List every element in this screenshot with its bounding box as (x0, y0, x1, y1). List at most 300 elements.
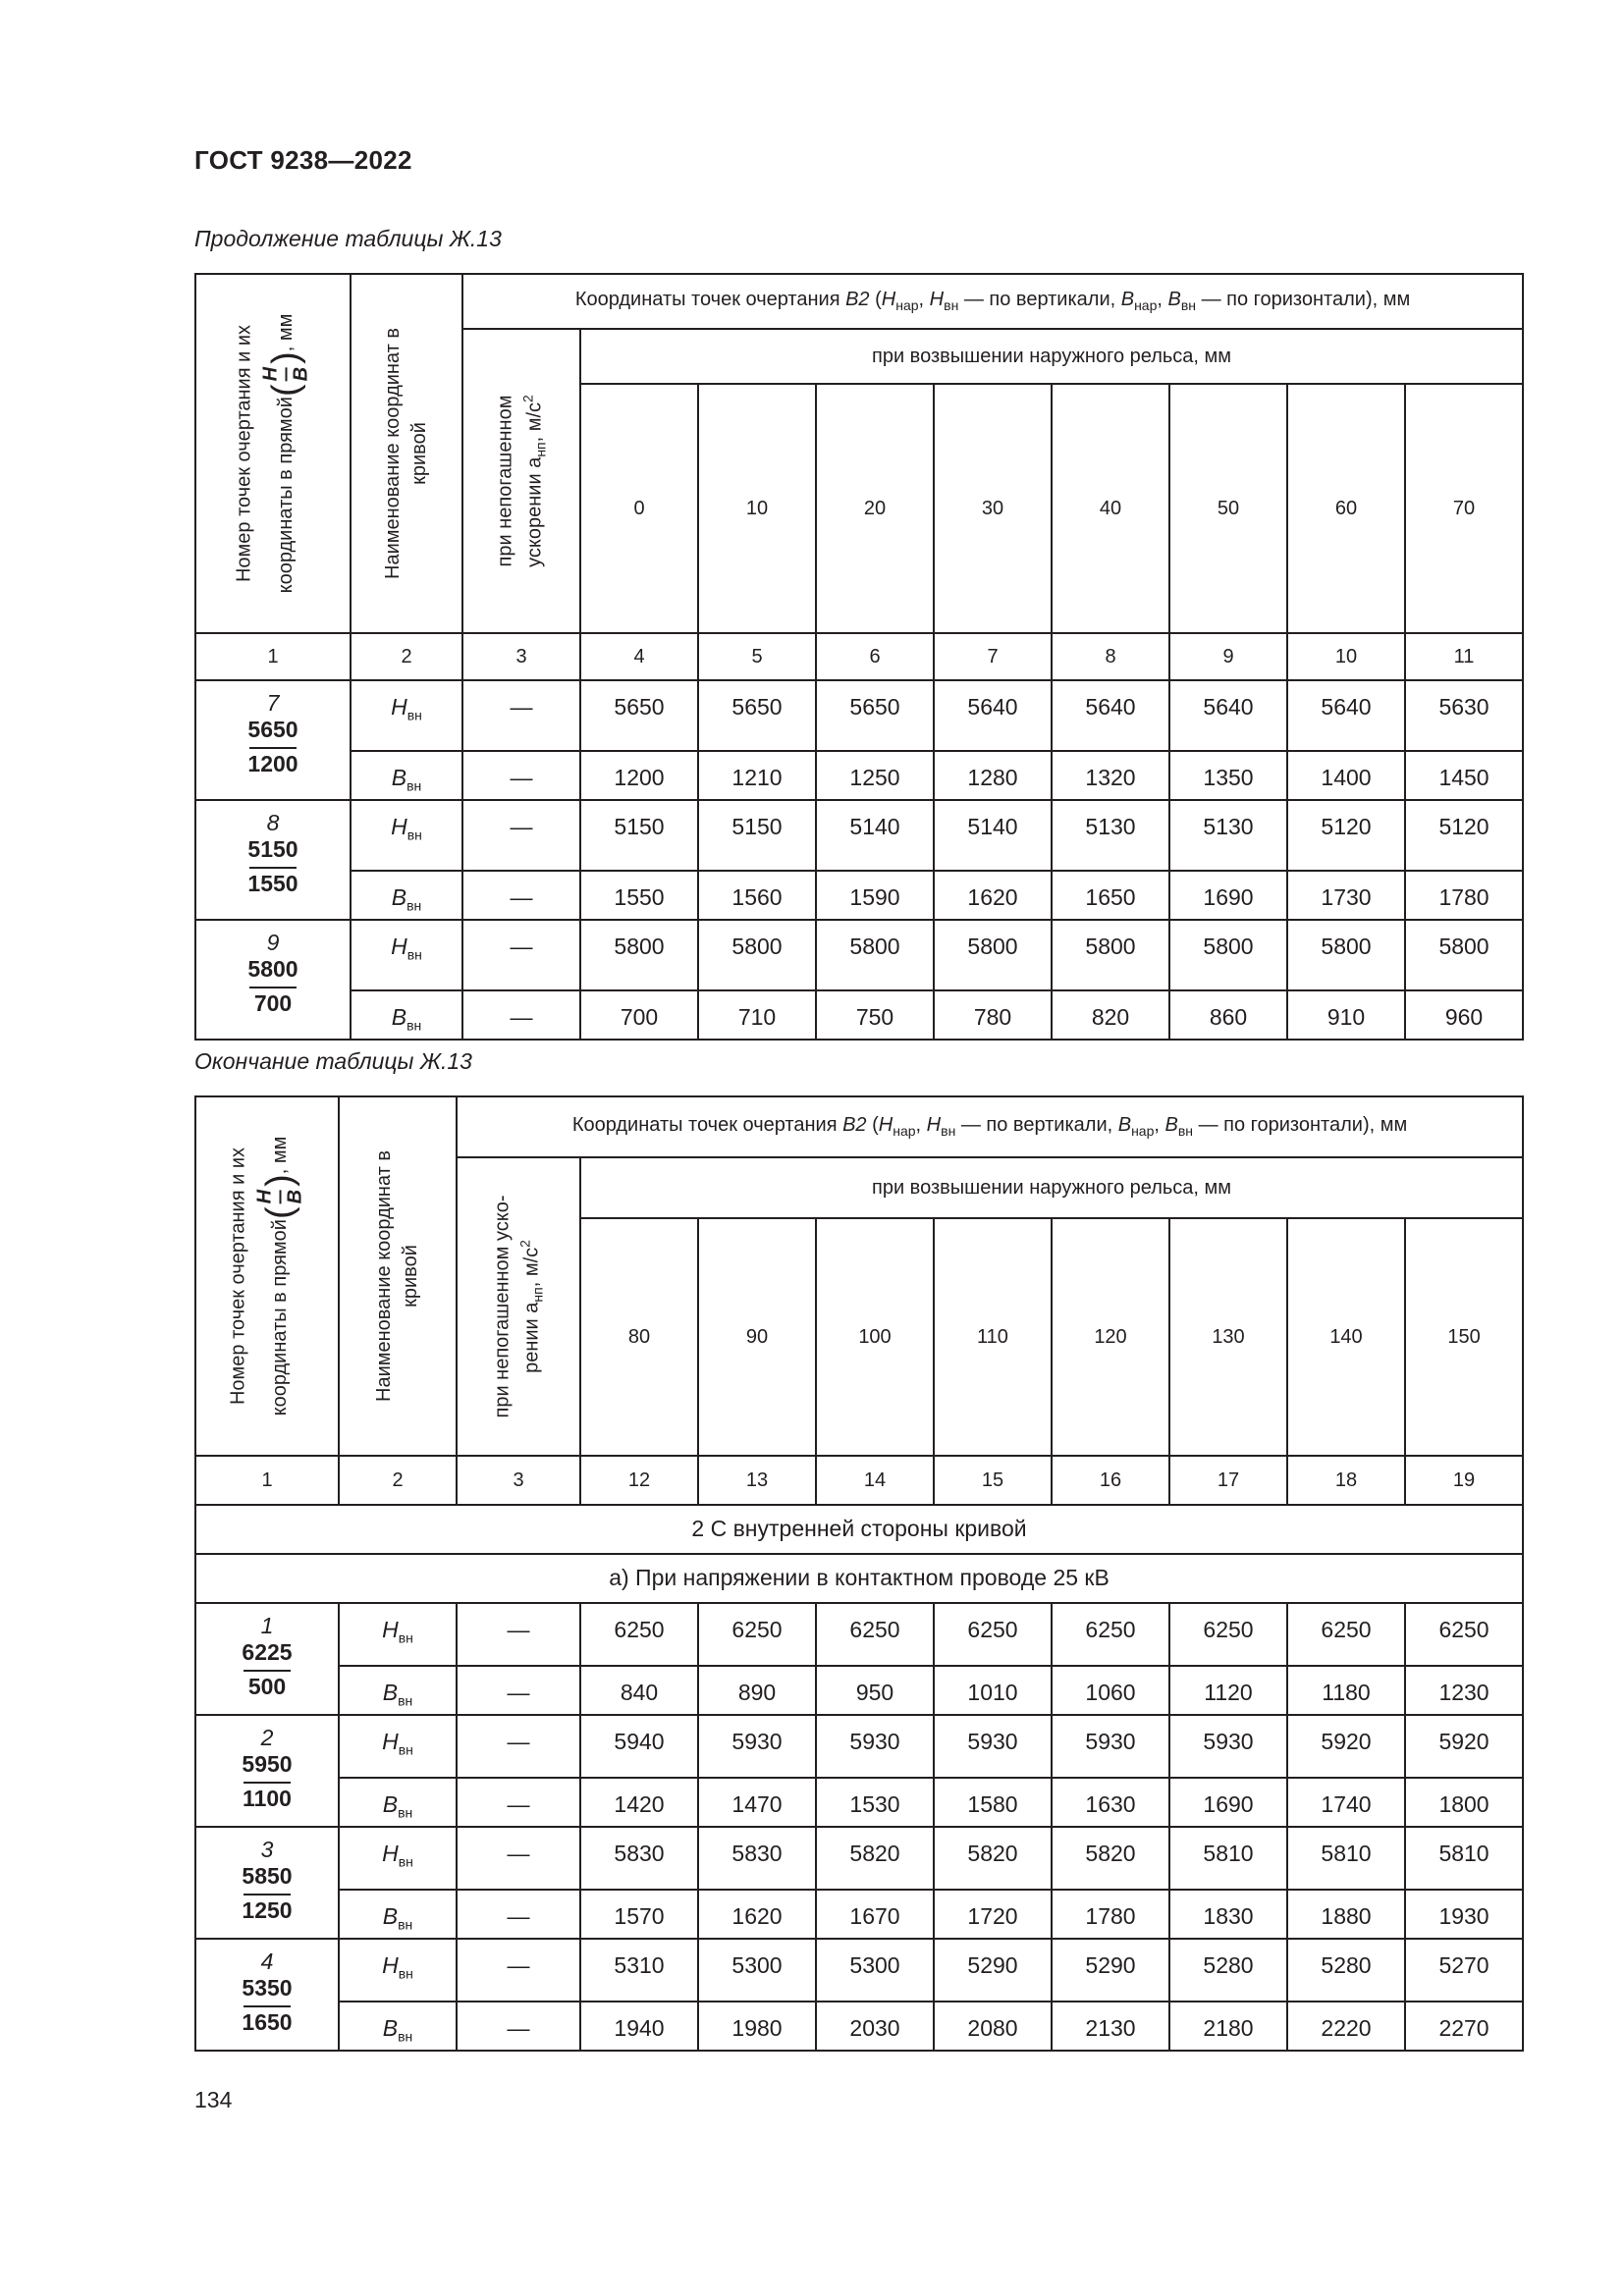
point-header-line2: координаты в прямой (274, 397, 297, 594)
table-row (195, 680, 1523, 751)
column-number: 1 (195, 633, 351, 680)
coordinate-sub: вн (398, 1692, 413, 1709)
accel-dash: — (457, 1827, 580, 1890)
value-cell: 5810 (1405, 1827, 1523, 1890)
coordinate-letter: Н (382, 1617, 399, 1642)
name-header-text (380, 328, 433, 579)
column-number: 17 (1169, 1456, 1287, 1505)
value-cell: 1550 (580, 871, 698, 920)
value-cell: 820 (1052, 990, 1169, 1040)
value-cell: 1780 (1405, 871, 1523, 920)
coords-text: — по горизонтали), мм (1196, 289, 1411, 311)
table-row (195, 800, 1523, 871)
accel-header-line2: ускорении a (523, 456, 546, 567)
name-header-text (371, 1150, 424, 1402)
point-b-value: 500 (247, 1673, 287, 1699)
point-h-value: 5650 (247, 717, 298, 743)
coordinate-sub: вн (398, 1965, 413, 1982)
value-cell: 5130 (1169, 800, 1287, 871)
value-cell: 960 (1405, 990, 1523, 1040)
value-cell: 5280 (1169, 1939, 1287, 2002)
value-cell: 910 (1287, 990, 1405, 1040)
accel-dash: — (462, 871, 580, 920)
value-cell: 1620 (934, 871, 1052, 920)
table-row (195, 1827, 1523, 1890)
coords-sub: нар (893, 1123, 916, 1140)
value-cell: 1590 (816, 871, 934, 920)
column-number: 18 (1287, 1456, 1405, 1505)
value-cell: 1580 (934, 1778, 1052, 1827)
coords-text: , (918, 289, 930, 311)
accel-dash: — (457, 1890, 580, 1939)
value-cell: 5290 (934, 1939, 1052, 2002)
elevation-value: 90 (698, 1218, 816, 1456)
value-cell: 5800 (816, 920, 934, 990)
accel-dash: — (462, 920, 580, 990)
coords-outline-name: В2 (842, 1114, 867, 1137)
value-cell: 5650 (816, 680, 934, 751)
coordinate-letter: Н (382, 1952, 399, 1978)
coords-b: В (1120, 289, 1135, 311)
elevation-value: 110 (934, 1218, 1052, 1456)
value-cell: 6250 (698, 1603, 816, 1666)
column-number: 13 (698, 1456, 816, 1505)
paren-open: ( (258, 1206, 300, 1220)
table-row (195, 1715, 1523, 1778)
fraction-line (244, 2005, 291, 2007)
point-header-text (232, 314, 315, 594)
value-cell: 5800 (1287, 920, 1405, 990)
column-number: 5 (698, 633, 816, 680)
coords-b: В (1117, 1114, 1132, 1137)
value-cell: 5800 (580, 920, 698, 990)
value-cell: 5120 (1405, 800, 1523, 871)
accel-header-line1: при непогашенном (494, 395, 516, 567)
section-row (195, 1505, 1523, 1554)
coordinate-sub: вн (406, 777, 422, 794)
h-over-b-fraction (252, 1190, 309, 1203)
point-cell (195, 1715, 339, 1827)
coordinate-sub: вн (406, 827, 422, 843)
coords-text: Координаты точек очертания (571, 1114, 843, 1137)
value-cell: 1690 (1169, 871, 1287, 920)
accel-dash: — (462, 680, 580, 751)
value-cell: 6250 (1052, 1603, 1169, 1666)
fraction-bottom: B (290, 366, 312, 382)
coordinate-name (351, 990, 462, 1040)
value-cell: 5300 (816, 1939, 934, 2002)
value-cell: 6250 (1169, 1603, 1287, 1666)
table-row (195, 1890, 1523, 1939)
value-cell: 5300 (698, 1939, 816, 2002)
coordinate-name (339, 1890, 457, 1939)
header-row (195, 274, 1523, 329)
coords-outline-name: В2 (845, 289, 870, 311)
elevation-value: 130 (1169, 1218, 1287, 1456)
coordinate-sub: вн (398, 1629, 413, 1646)
coords-text: — по вертикали, (955, 1114, 1118, 1137)
accel-dash: — (457, 2002, 580, 2051)
value-cell: 1350 (1169, 751, 1287, 800)
fraction-line (249, 987, 297, 988)
accel-header-sup: 2 (519, 395, 536, 402)
point-number: 4 (260, 1949, 274, 1974)
coordinates-header (462, 274, 1523, 329)
value-cell: 5280 (1287, 1939, 1405, 2002)
coordinate-name (351, 680, 462, 751)
value-cell: 1670 (816, 1890, 934, 1939)
value-cell: 5820 (816, 1827, 934, 1890)
coords-sub: нар (1131, 1123, 1155, 1140)
point-cell (195, 1603, 339, 1715)
point-header-unit: , мм (268, 1136, 291, 1175)
value-cell: 6250 (1287, 1603, 1405, 1666)
value-cell: 1880 (1287, 1890, 1405, 1939)
elevation-header: при возвышении наружного рельса, мм (580, 1157, 1523, 1218)
coordinate-name (339, 1939, 457, 2002)
point-cell (195, 1827, 339, 1939)
coordinate-letter: Н (391, 814, 407, 839)
value-cell: 1620 (698, 1890, 816, 1939)
elevation-value: 80 (580, 1218, 698, 1456)
point-header-line2: координаты в прямой (268, 1219, 291, 1416)
value-cell: 1420 (580, 1778, 698, 1827)
point-b-value: 1650 (242, 2008, 293, 2035)
value-cell: 5920 (1405, 1715, 1523, 1778)
coordinate-name (351, 920, 462, 990)
name-header-line2: кривой (400, 1245, 421, 1308)
value-cell: 1830 (1169, 1890, 1287, 1939)
coordinate-sub: вн (398, 1804, 413, 1821)
elevation-value: 10 (698, 384, 816, 633)
value-cell: 5930 (816, 1715, 934, 1778)
value-cell: 1930 (1405, 1890, 1523, 1939)
value-cell: 5640 (1052, 680, 1169, 751)
coordinate-name (351, 751, 462, 800)
value-cell: 2220 (1287, 2002, 1405, 2051)
value-cell: 5640 (934, 680, 1052, 751)
elevation-value: 120 (1052, 1218, 1169, 1456)
value-cell: 1800 (1405, 1778, 1523, 1827)
value-cell: 5310 (580, 1939, 698, 2002)
column-number: 4 (580, 633, 698, 680)
value-cell: 950 (816, 1666, 934, 1715)
coords-text: Координаты точек очертания (574, 289, 846, 311)
value-cell: 5150 (580, 800, 698, 871)
table-row (195, 1666, 1523, 1715)
value-cell: 1570 (580, 1890, 698, 1939)
unbalanced-accel-text (493, 395, 551, 567)
table-row (195, 990, 1523, 1040)
value-cell: 5820 (934, 1827, 1052, 1890)
value-cell: 1730 (1287, 871, 1405, 920)
value-cell: 1210 (698, 751, 816, 800)
accel-dash: — (457, 1715, 580, 1778)
page-number: 134 (194, 2087, 233, 2112)
coordinate-letter: В (391, 884, 407, 910)
point-cell (195, 920, 351, 1040)
coordinate-sub: вн (406, 1017, 422, 1034)
value-cell: 2130 (1052, 2002, 1169, 2051)
value-cell: 5140 (816, 800, 934, 871)
value-cell: 840 (580, 1666, 698, 1715)
coords-sub: нар (1134, 297, 1158, 314)
coords-text: — по вертикали, (958, 289, 1121, 311)
fraction-bottom: B (284, 1189, 306, 1204)
fraction-line (249, 747, 297, 749)
header-row (195, 1096, 1523, 1157)
elevation-value: 70 (1405, 384, 1523, 633)
point-b-value: 700 (253, 989, 293, 1016)
value-cell: 1530 (816, 1778, 934, 1827)
value-cell: 5650 (580, 680, 698, 751)
value-cell: 1740 (1287, 1778, 1405, 1827)
accel-dash: — (462, 751, 580, 800)
accel-header-sup: 2 (516, 1240, 533, 1248)
value-cell: 710 (698, 990, 816, 1040)
column-number: 9 (1169, 633, 1287, 680)
accel-dash: — (457, 1939, 580, 2002)
point-column-header (195, 1096, 339, 1456)
table-row (195, 751, 1523, 800)
value-cell: 6250 (1405, 1603, 1523, 1666)
elevation-header: при возвышении наружного рельса, мм (580, 329, 1523, 384)
point-b-value: 1250 (242, 1896, 293, 1923)
coordinate-letter: В (382, 1680, 399, 1705)
value-cell: 5800 (698, 920, 816, 990)
value-cell: 6250 (816, 1603, 934, 1666)
point-header-text (226, 1137, 309, 1416)
accel-dash: — (457, 1778, 580, 1827)
value-cell: 5930 (1169, 1715, 1287, 1778)
value-cell: 5290 (1052, 1939, 1169, 2002)
value-cell: 1980 (698, 2002, 816, 2051)
coordinate-letter: В (382, 2015, 399, 2041)
point-h-value: 5800 (247, 956, 298, 983)
name-header-line1: Наименование координат в (382, 328, 404, 579)
value-cell: 1250 (816, 751, 934, 800)
column-number: 19 (1405, 1456, 1523, 1505)
coords-text: ( (866, 1114, 879, 1137)
table-row (195, 1603, 1523, 1666)
value-cell: 5270 (1405, 1939, 1523, 2002)
coordinate-letter: В (391, 1004, 407, 1030)
coords-text: ( (869, 289, 882, 311)
coords-h: Н (878, 1114, 893, 1137)
value-cell: 5650 (698, 680, 816, 751)
fraction-line (286, 367, 288, 381)
coordinate-sub: вн (398, 2028, 413, 2045)
coordinate-letter: В (391, 765, 407, 790)
elevation-value: 50 (1169, 384, 1287, 633)
value-cell: 750 (816, 990, 934, 1040)
elevation-value: 0 (580, 384, 698, 633)
value-cell: 5920 (1287, 1715, 1405, 1778)
fraction-top: H (259, 366, 282, 382)
coords-h: Н (926, 1114, 942, 1137)
value-cell: 6250 (934, 1603, 1052, 1666)
value-cell: 780 (934, 990, 1052, 1040)
column-number: 12 (580, 1456, 698, 1505)
column-number: 16 (1052, 1456, 1169, 1505)
value-cell: 1940 (580, 2002, 698, 2051)
value-cell: 1720 (934, 1890, 1052, 1939)
coords-b: В (1167, 289, 1181, 311)
value-cell: 5640 (1169, 680, 1287, 751)
value-cell: 1320 (1052, 751, 1169, 800)
point-cell (195, 800, 351, 920)
coordinate-letter: В (382, 1791, 399, 1817)
column-numbers-row (195, 1456, 1523, 1505)
value-cell: 5830 (698, 1827, 816, 1890)
coordinate-letter: Н (382, 1729, 399, 1754)
table2 (194, 1095, 1524, 2052)
value-cell: 5940 (580, 1715, 698, 1778)
value-cell: 5150 (698, 800, 816, 871)
table1-caption: Продолжение таблицы Ж.13 (194, 226, 502, 251)
point-h-value: 5350 (242, 1975, 293, 2002)
table-row (195, 920, 1523, 990)
accel-dash: — (457, 1666, 580, 1715)
coords-sub: вн (941, 1123, 956, 1140)
coordinate-name (339, 1778, 457, 1827)
value-cell: 1230 (1405, 1666, 1523, 1715)
coordinate-sub: вн (406, 707, 422, 723)
point-header-unit: , мм (274, 313, 297, 352)
value-cell: 2030 (816, 2002, 934, 2051)
accel-dash: — (457, 1603, 580, 1666)
value-cell: 1470 (698, 1778, 816, 1827)
table-row (195, 1778, 1523, 1827)
coordinate-name (339, 2002, 457, 2051)
elevation-value: 140 (1287, 1218, 1405, 1456)
value-cell: 1280 (934, 751, 1052, 800)
value-cell: 5800 (1405, 920, 1523, 990)
value-cell: 890 (698, 1666, 816, 1715)
point-b-value: 1550 (247, 870, 298, 896)
fraction-line (249, 867, 297, 869)
value-cell: 2270 (1405, 2002, 1523, 2051)
accel-header-sub: нп (529, 1287, 546, 1303)
value-cell: 1780 (1052, 1890, 1169, 1939)
point-number: 7 (266, 690, 280, 716)
coordinate-name (339, 1603, 457, 1666)
elevation-value: 30 (934, 384, 1052, 633)
accel-header-line2: рении a (520, 1302, 543, 1373)
point-cell (195, 1939, 339, 2051)
value-cell: 5820 (1052, 1827, 1169, 1890)
elevation-value: 150 (1405, 1218, 1523, 1456)
value-cell: 1650 (1052, 871, 1169, 920)
value-cell: 5640 (1287, 680, 1405, 751)
coords-sub: нар (895, 297, 919, 314)
value-cell: 5120 (1287, 800, 1405, 871)
coordinate-sub: вн (398, 1741, 413, 1758)
coordinate-sub: вн (406, 897, 422, 914)
value-cell: 1180 (1287, 1666, 1405, 1715)
accel-header-unit: , м/с (523, 401, 546, 443)
accel-dash: — (462, 800, 580, 871)
value-cell: 5630 (1405, 680, 1523, 751)
column-number: 15 (934, 1456, 1052, 1505)
paren-close: ) (264, 351, 306, 364)
name-header-line1: Наименование координат в (373, 1150, 395, 1402)
subsection-title: а) При напряжении в контактном проводе 25 кВ (195, 1554, 1523, 1603)
column-number: 7 (934, 633, 1052, 680)
coords-sub: вн (944, 297, 959, 314)
value-cell: 2080 (934, 2002, 1052, 2051)
column-number: 3 (457, 1456, 580, 1505)
coordinate-name (339, 1715, 457, 1778)
column-numbers-row (195, 633, 1523, 680)
coordinate-sub: вн (398, 1916, 413, 1933)
coords-text: — по горизонтали), мм (1193, 1114, 1408, 1137)
h-over-b-fraction (258, 367, 315, 381)
coords-b: В (1164, 1114, 1178, 1137)
column-number: 14 (816, 1456, 934, 1505)
point-cell (195, 680, 351, 800)
coordinates-header (457, 1096, 1523, 1157)
column-number: 8 (1052, 633, 1169, 680)
point-h-value: 5950 (242, 1751, 293, 1778)
table-row (195, 871, 1523, 920)
elevation-value: 40 (1052, 384, 1169, 633)
value-cell: 2180 (1169, 2002, 1287, 2051)
value-cell: 5930 (698, 1715, 816, 1778)
coords-h: Н (929, 289, 945, 311)
column-number: 1 (195, 1456, 339, 1505)
column-number: 11 (1405, 633, 1523, 680)
value-cell: 5930 (1052, 1715, 1169, 1778)
coordinate-letter: Н (382, 1841, 399, 1866)
fraction-line (244, 1782, 291, 1784)
value-cell: 5130 (1052, 800, 1169, 871)
unbalanced-accel-text (490, 1195, 548, 1417)
paren-close: ) (258, 1174, 300, 1187)
value-cell: 5800 (1052, 920, 1169, 990)
elevation-value: 20 (816, 384, 934, 633)
unbalanced-accel-header (462, 329, 580, 633)
point-number: 3 (260, 1837, 274, 1862)
section-title: 2 С внутренней стороны кривой (195, 1505, 1523, 1554)
accel-header-line1: при непогашенном уско- (491, 1195, 514, 1418)
value-cell: 5930 (934, 1715, 1052, 1778)
coordinate-name (351, 800, 462, 871)
value-cell: 1010 (934, 1666, 1052, 1715)
value-cell: 1060 (1052, 1666, 1169, 1715)
document-header: ГОСТ 9238—2022 (194, 145, 412, 175)
column-number: 6 (816, 633, 934, 680)
value-cell: 5830 (580, 1827, 698, 1890)
paren-open: ( (264, 384, 306, 398)
point-b-value: 1200 (247, 750, 298, 776)
table-row (195, 2002, 1523, 2051)
point-number: 8 (266, 810, 280, 835)
point-header-line1: Номер точек очертания и их (233, 324, 255, 583)
value-cell: 5810 (1287, 1827, 1405, 1890)
table1 (194, 273, 1524, 1041)
column-number: 3 (462, 633, 580, 680)
coords-text: , (1157, 289, 1168, 311)
coords-h: Н (881, 289, 896, 311)
point-h-value: 5850 (242, 1863, 293, 1890)
value-cell: 1450 (1405, 751, 1523, 800)
coordinate-name (339, 1666, 457, 1715)
coordinate-letter: Н (391, 694, 407, 720)
value-cell: 1400 (1287, 751, 1405, 800)
point-number: 9 (266, 930, 280, 955)
column-number: 2 (339, 1456, 457, 1505)
